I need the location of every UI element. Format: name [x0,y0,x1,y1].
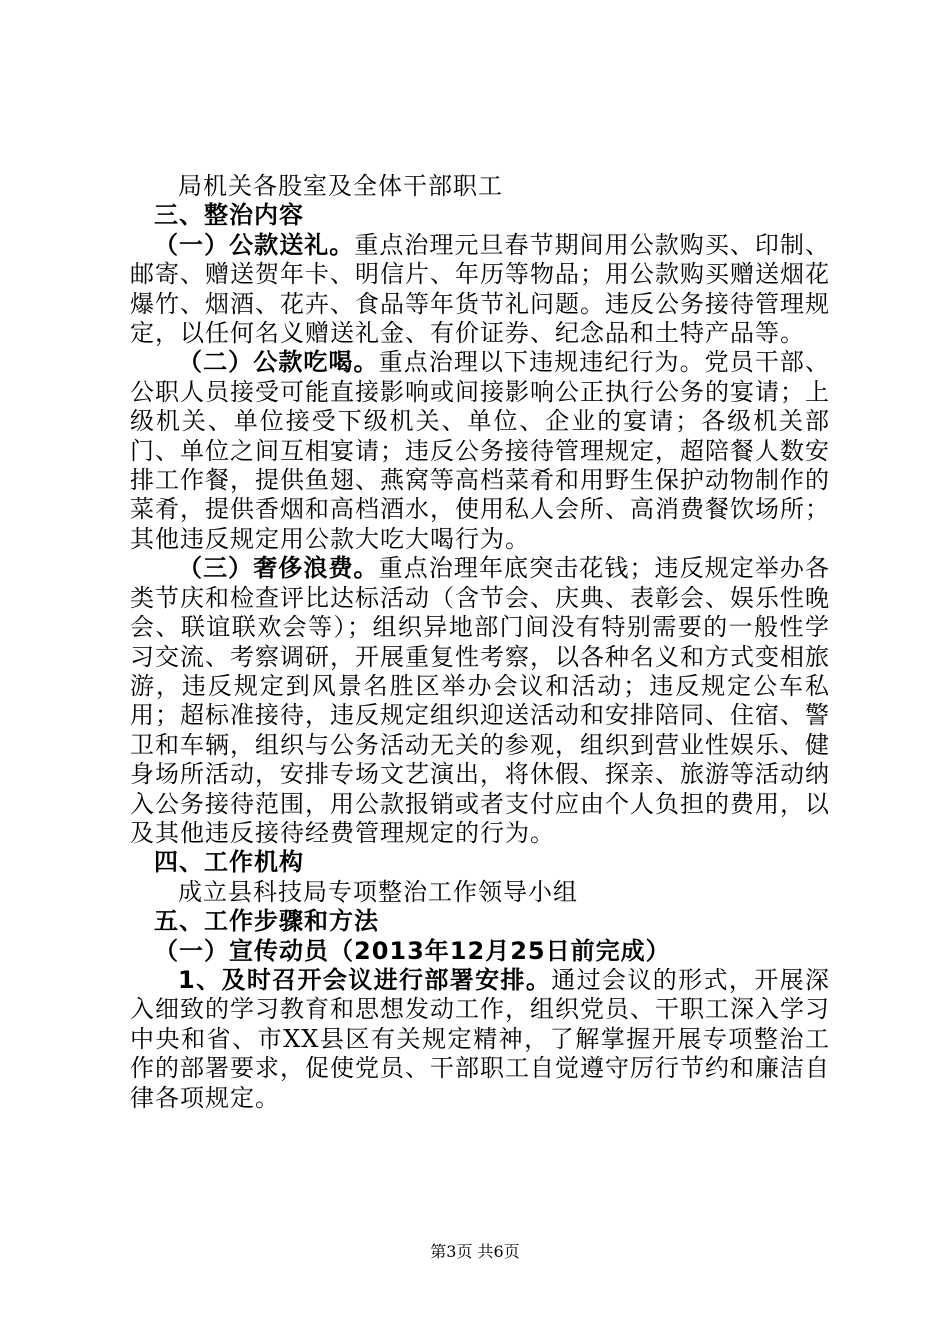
item2-paragraph [130,348,830,554]
step1-item1-text: 通过会议的形式，开展深入细致的学习教育和思想发动工作，组织党员、干职工深入学习中央和省、市XX县区有关规定精神，了解掌握开展专项整治工作的部署要求，促使党员、干部职工自觉遵守厉行节约和廉洁自律各项规定。 [130,965,830,1112]
item1-label: （一）公款送礼。 [154,230,355,259]
scope-line: 局机关各股室及全体干部职工 [178,172,503,200]
document-body [130,172,830,1113]
item3-text: 重点治理年底突击花钱；违反规定举办各类节庆和检查评比达标活动（含节会、庆典、表彰会、娱乐性晚会、联谊联欢会等）；组织异地部门间没有特别需要的一般性学习交流、考察调研，开展重复性考察，以各种名义和方式变相旅游，违反规定到风景名胜区举办会议和活动；违反规定公车私用；超标准接待，违反规定组织迎送活动和安排陪同、住宿、警卫和车辆，组织与公务活动无关的参观，组织到营业性娱乐、健身场所活动，安排专场文艺演出，将休假、探亲、旅游等活动纳入公务接待范围，用公款报销或者支付应由个人负担的费用，以及其他违反接待经费管理规定的行为。 [130,554,830,847]
item2-text: 重点治理以下违规违纪行为。党员干部、公职人员接受可能直接影响或间接影响公正执行公务的宴请；上级机关、单位接受下级机关、单位、企业的宴请；各级机关部门、单位之间互相宴请；违反公务接待管理规定，超陪餐人数安排工作餐，提供鱼翅、燕窝等高档菜肴和用野生保护动物制作的菜肴，提供香烟和高档酒水，使用私人会所、高消费餐饮场所；其他违反规定用公款大吃大喝行为。 [130,348,830,553]
item1-paragraph [130,231,830,349]
section3-heading: 三、整治内容 [154,201,304,230]
step1-item1-label: 1、及时召开会议进行部署安排。 [178,965,552,994]
section4-text: 成立县科技局专项整治工作领导小组 [178,877,578,906]
item1-text: 重点治理元旦春节期间用公款购买、印制、邮寄、赠送贺年卡、明信片、年历等物品；用公款购买赠送烟花爆竹、烟酒、花卉、食品等年货节礼问题。违反公务接待管理规定，以任何名义赠送礼金、有价证券、纪念品和土特产品等。 [130,230,831,348]
step1-item1-paragraph [130,966,830,1113]
item2-label: （二）公款吃喝。 [178,348,379,377]
item3-label: （三）奢侈浪费。 [178,554,379,583]
step1-heading: （一）宣传动员（2013年12月25日前完成） [154,936,671,965]
section5-heading: 五、工作步骤和方法 [154,907,379,936]
page-footer: 第3页 共6页 [430,1242,520,1261]
item3-paragraph [130,554,830,848]
section4-heading: 四、工作机构 [154,848,304,877]
